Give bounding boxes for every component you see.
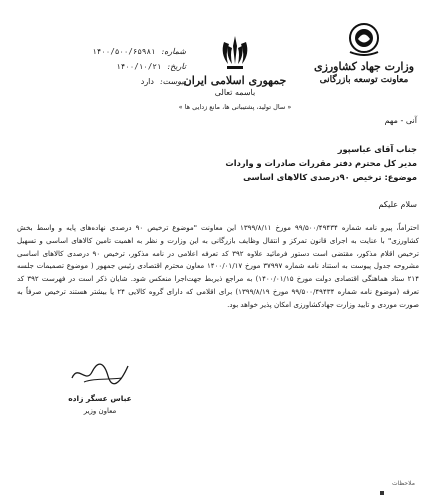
ministry-header <box>309 22 419 85</box>
ministry-logo-icon <box>344 22 384 56</box>
date-value: ۱۴۰۰/۱۰/۲۱ <box>116 62 162 71</box>
deputy-name: معاونت توسعه بازرگانی <box>319 75 409 85</box>
recipient-position: مدیر کل محترم دفتر مقررات صادرات و واردات <box>225 158 417 168</box>
signer-title: معاون وزیر <box>83 407 117 415</box>
number-label: شماره: <box>161 47 186 56</box>
national-emblem-icon <box>218 34 252 72</box>
priority-label: آنی - مهم <box>384 116 417 125</box>
letter-body: احتراماً، پیرو نامه شماره ۹۹/۵۰۰/۴۹۴۳۴ مورخ ۱۳۹۹/۸/۱۱ این معاونت "موضوع ترخیص ۹۰ درصدی نهاده‌های پایه و واسط بخش کشاورزی" با عنایت به اجرای قانون تمرکز و انتقال وظایف بازرگانی به این وزارت و نظر به اهمیت تامین کالاهای اساسی و تسهیل ترخیص اقلام مذکور، مقتضی است دستور فرمائید علاوه ۳۹۲ کد تعرفه اعلامی در نامه مذکور، ترخیص ۹۰ درصدی کالاهای اساسی مشروحه جدول پیوست به استناد نامه شماره ۳۷۹۹۷ مورخ ۱۴۰۰/۰۱/۱۷ معاون محترم اقتصادی رئیس جمهور ( موضوع تصمیمات جلسه ۲۱۴ ستاد هماهنگی اقتصادی دولت مورخ ۱۴۰۰/۰۱/۱۵) به مراجع ذیربط جهت‌اجرا منعکس شود. شایان ذکر است در فهرست ۳۹۲ کد تعرفه (موضوع نامه شماره ۹۹/۵۰۰/۴۹۴۳۴ مورخ ۱۳۹۹/۸/۱۹) برای اقلامی که دارای گروه کالایی ۲۴ یا بیشتر هستند ترخیص صرفاً به صورت موردی و تایید وزارت جهادکشاورزی امکان پذیر خواهد بود. <box>17 223 420 309</box>
footer-note: ملاحظات <box>392 480 415 487</box>
date-row <box>36 59 186 74</box>
attachment-label: پیوست: <box>159 77 186 86</box>
letter-subject: موضوع: ترخیص ۹۰درصدی کالاهای اساسی <box>243 172 417 182</box>
greeting: سلام علیکم <box>378 200 417 209</box>
date-label: تاریخ: <box>167 62 186 71</box>
bismillah: باسمه تعالی <box>214 88 256 97</box>
number-row <box>36 44 186 59</box>
year-motto: « سال تولید، پشتیبانی ها، مانع زدایی ها » <box>178 103 292 111</box>
signer-name: عباس عسگر زاده <box>68 394 132 403</box>
footer-bullet <box>380 491 384 495</box>
ministry-name: وزارت جهاد کشاورزی <box>313 60 415 73</box>
number-value: ۱۴۰۰/۵۰۰/۶۵۹۸۱ <box>92 47 156 56</box>
country-header <box>170 34 300 111</box>
attachment-value: دارد <box>140 77 154 86</box>
recipient-name: جناب آقای عباسپور <box>337 144 417 154</box>
handwritten-signature <box>64 358 136 388</box>
recipient-block <box>17 142 417 184</box>
attachment-row <box>36 74 186 89</box>
letter-meta <box>36 44 186 89</box>
signature-block <box>60 358 140 415</box>
country-name: جمهوری اسلامی ایران <box>183 74 287 87</box>
